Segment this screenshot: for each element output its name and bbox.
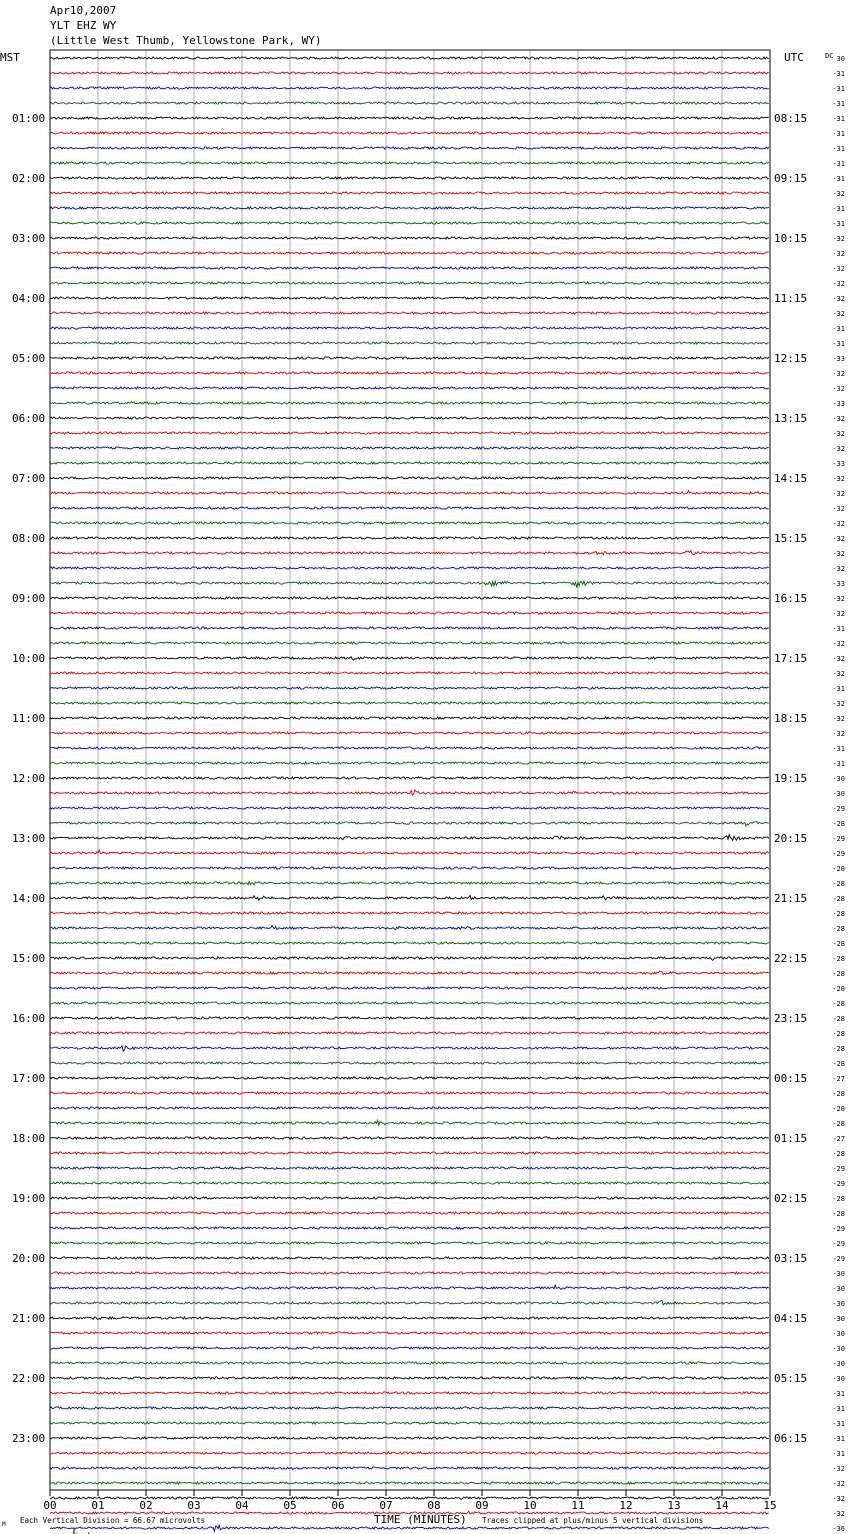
utc-label-5: 12:15 [774, 352, 808, 365]
dc-offset-28: -32 [832, 475, 845, 483]
trace-row-11 [50, 222, 769, 224]
dc-offset-6: -31 [832, 145, 845, 153]
dc-offset-24: -32 [832, 415, 845, 423]
x-tick-label-04: 04 [235, 1499, 249, 1512]
x-tick-label-02: 02 [139, 1499, 153, 1512]
trace-row-6 [50, 147, 769, 149]
utc-label-8: 15:15 [774, 532, 808, 545]
dc-offset-61: -28 [832, 970, 845, 978]
dc-offset-43: -32 [832, 700, 845, 708]
dc-label: DC [825, 52, 834, 60]
dc-offset-22: -32 [832, 385, 845, 393]
dc-offset-46: -31 [832, 745, 845, 753]
trace-row-48 [50, 777, 769, 779]
dc-offset-84: -30 [832, 1315, 845, 1323]
trace-row-4 [50, 117, 769, 119]
trace-row-15 [50, 282, 769, 284]
dc-offset-14: -32 [832, 265, 845, 273]
trace-row-24 [50, 417, 769, 419]
mst-label-10: 10:00 [12, 652, 46, 665]
trace-row-17 [50, 312, 769, 314]
mst-label-14: 14:00 [12, 892, 46, 905]
dc-offset-44: -32 [832, 715, 845, 723]
dc-offset-5: -31 [832, 130, 845, 138]
minute-gridlines [98, 50, 722, 1490]
trace-row-70 [50, 1107, 769, 1109]
trace-row-60 [50, 957, 769, 961]
dc-offset-26: -32 [832, 445, 845, 453]
mst-label-16: 16:00 [12, 1012, 46, 1025]
dc-offset-88: -30 [832, 1375, 845, 1383]
dc-offset-78: -29 [832, 1225, 845, 1233]
dc-offset-27: -33 [832, 460, 845, 468]
x-axis-ticks [43, 1490, 776, 1512]
utc-label-22: 05:15 [774, 1372, 808, 1385]
dc-offset-93: -31 [832, 1450, 845, 1458]
trace-row-23 [50, 402, 769, 404]
dc-offset-15: -32 [832, 280, 845, 288]
dc-offset-77: -28 [832, 1210, 845, 1218]
trace-row-53 [50, 850, 769, 854]
dc-offset-32: -32 [832, 535, 845, 543]
dc-offset-60: -28 [832, 955, 845, 963]
trace-row-69 [50, 1092, 769, 1094]
x-tick-label-01: 01 [91, 1499, 105, 1512]
trace-row-43 [50, 702, 769, 704]
trace-row-26 [50, 447, 769, 449]
mst-label-3: 03:00 [12, 232, 46, 245]
dc-offset-85: -30 [832, 1330, 845, 1338]
dc-offset-66: -28 [832, 1045, 845, 1053]
trace-row-42 [50, 687, 769, 689]
dc-offset-52: -29 [832, 835, 845, 843]
dc-offset-67: -28 [832, 1060, 845, 1068]
header-station: YLT EHZ WY [50, 19, 117, 32]
trace-row-75 [50, 1182, 769, 1184]
dc-offset-20: -33 [832, 355, 845, 363]
dc-offset-56: -28 [832, 895, 845, 903]
mst-label-1: 01:00 [12, 112, 46, 125]
trace-row-87 [50, 1362, 769, 1364]
dc-offset-12: -32 [832, 235, 845, 243]
trace-row-22 [50, 387, 769, 389]
dc-offset-70: -28 [832, 1105, 845, 1113]
dc-offset-69: -28 [832, 1090, 845, 1098]
trace-row-34 [50, 567, 769, 569]
dc-offset-7: -31 [832, 160, 845, 168]
trace-row-25 [50, 432, 769, 434]
mst-label-6: 06:00 [12, 412, 46, 425]
dc-offset-labels [832, 55, 845, 1534]
mst-label-20: 20:00 [12, 1252, 46, 1265]
trace-row-63 [50, 1002, 769, 1004]
header-location: (Little West Thumb, Yellowstone Park, WY) [50, 34, 322, 47]
trace-row-36 [50, 597, 769, 599]
trace-row-56 [50, 895, 769, 900]
mst-label-18: 18:00 [12, 1132, 46, 1145]
dc-offset-18: -31 [832, 325, 845, 333]
trace-row-37 [50, 612, 769, 614]
dc-offset-97: -32 [832, 1510, 845, 1518]
dc-offset-72: -27 [832, 1135, 845, 1143]
dc-offset-79: -29 [832, 1240, 845, 1248]
dc-offset-2: -31 [832, 85, 845, 93]
dc-offset-65: -28 [832, 1030, 845, 1038]
dc-offset-45: -32 [832, 730, 845, 738]
trace-row-51 [50, 822, 769, 826]
utc-hour-labels [774, 112, 807, 1445]
dc-offset-38: -31 [832, 625, 845, 633]
trace-row-8 [50, 177, 769, 179]
dc-offset-34: -32 [832, 565, 845, 573]
trace-row-13 [50, 252, 769, 254]
dc-offset-73: -28 [832, 1150, 845, 1158]
trace-row-92 [50, 1437, 769, 1439]
utc-label-19: 02:15 [774, 1192, 808, 1205]
trace-row-93 [50, 1452, 769, 1454]
utc-label-6: 13:15 [774, 412, 808, 425]
trace-row-18 [50, 327, 769, 329]
dc-offset-11: -31 [832, 220, 845, 228]
dc-offset-9: -32 [832, 190, 845, 198]
trace-row-81 [50, 1272, 769, 1274]
utc-label-2: 09:15 [774, 172, 808, 185]
trace-row-52 [50, 835, 769, 841]
trace-row-62 [50, 987, 769, 989]
utc-label-20: 03:15 [774, 1252, 808, 1265]
trace-row-12 [50, 237, 769, 239]
trace-row-58 [50, 926, 769, 930]
vertical-division-note: Each Vertical Division = 66.67 microvolts [20, 1516, 206, 1525]
trace-row-67 [50, 1062, 769, 1064]
trace-row-74 [50, 1167, 769, 1169]
dc-offset-58: -28 [832, 925, 845, 933]
left-timezone: MST [0, 51, 20, 64]
utc-label-10: 17:15 [774, 652, 808, 665]
dc-offset-92: -31 [832, 1435, 845, 1443]
trace-row-64 [50, 1017, 769, 1019]
mst-hour-labels [12, 112, 45, 1445]
mst-label-2: 02:00 [12, 172, 46, 185]
utc-label-4: 11:15 [774, 292, 808, 305]
mst-label-9: 09:00 [12, 592, 46, 605]
x-tick-label-09: 09 [475, 1499, 489, 1512]
trace-row-65 [50, 1032, 769, 1034]
dc-offset-91: -31 [832, 1420, 845, 1428]
dc-offset-96: -32 [832, 1495, 845, 1503]
dc-offset-90: -31 [832, 1405, 845, 1413]
utc-label-1: 08:15 [774, 112, 808, 125]
mst-label-19: 19:00 [12, 1192, 46, 1205]
trace-row-73 [50, 1152, 769, 1154]
trace-row-49 [50, 790, 769, 795]
x-tick-label-13: 13 [667, 1499, 681, 1512]
dc-offset-82: -30 [832, 1285, 845, 1293]
dc-offset-68: -27 [832, 1075, 845, 1083]
trace-row-54 [50, 867, 769, 869]
utc-label-23: 06:15 [774, 1432, 808, 1445]
dc-offset-19: -31 [832, 340, 845, 348]
trace-row-39 [50, 642, 769, 644]
mst-label-4: 04:00 [12, 292, 46, 305]
mst-label-17: 17:00 [12, 1072, 46, 1085]
trace-row-31 [50, 522, 769, 524]
trace-row-55 [50, 881, 769, 885]
dc-offset-87: -30 [832, 1360, 845, 1368]
x-tick-label-14: 14 [715, 1499, 729, 1512]
dc-offset-17: -32 [832, 310, 845, 318]
trace-row-38 [50, 627, 769, 629]
trace-row-91 [50, 1422, 769, 1424]
dc-offset-4: -31 [832, 115, 845, 123]
dc-offset-76: -28 [832, 1195, 845, 1203]
trace-row-78 [50, 1227, 769, 1229]
dc-offset-10: -31 [832, 205, 845, 213]
trace-row-28 [50, 477, 769, 479]
dc-offset-47: -31 [832, 760, 845, 768]
trace-row-14 [50, 267, 769, 269]
mst-label-8: 08:00 [12, 532, 46, 545]
mst-label-5: 05:00 [12, 352, 46, 365]
trace-row-85 [50, 1332, 769, 1334]
dc-offset-71: -28 [832, 1120, 845, 1128]
dc-offset-53: -29 [832, 850, 845, 858]
trace-row-41 [50, 672, 769, 675]
dc-offset-55: -28 [832, 880, 845, 888]
dc-offset-41: -32 [832, 670, 845, 678]
dc-offset-57: -28 [832, 910, 845, 918]
trace-row-79 [50, 1242, 769, 1244]
trace-row-77 [50, 1212, 769, 1214]
trace-row-45 [50, 732, 769, 734]
dc-offset-8: -31 [832, 175, 845, 183]
trace-row-3 [50, 102, 769, 104]
trace-row-44 [50, 717, 769, 719]
dc-offset-49: -30 [832, 790, 845, 798]
trace-row-16 [50, 297, 769, 299]
trace-row-29 [50, 491, 769, 495]
dc-offset-39: -32 [832, 640, 845, 648]
utc-label-11: 18:15 [774, 712, 808, 725]
utc-label-16: 23:15 [774, 1012, 808, 1025]
trace-row-76 [50, 1197, 769, 1199]
header-date: Apr10,2007 [50, 4, 117, 17]
trace-row-1 [50, 72, 769, 74]
seismic-traces [50, 57, 769, 1534]
trace-row-30 [50, 507, 769, 509]
utc-label-3: 10:15 [774, 232, 808, 245]
trace-row-98 [50, 1525, 769, 1531]
utc-label-17: 00:15 [774, 1072, 808, 1085]
dc-offset-16: -32 [832, 295, 845, 303]
dc-offset-48: -30 [832, 775, 845, 783]
dc-offset-21: -32 [832, 370, 845, 378]
trace-row-32 [50, 537, 769, 539]
trace-row-86 [50, 1347, 769, 1349]
dc-offset-83: -30 [832, 1300, 845, 1308]
dc-offset-30: -32 [832, 505, 845, 513]
mst-label-13: 13:00 [12, 832, 46, 845]
dc-offset-74: -29 [832, 1165, 845, 1173]
trace-row-50 [50, 807, 769, 809]
utc-label-21: 04:15 [774, 1312, 808, 1325]
x-axis-label: TIME (MINUTES) [374, 1513, 467, 1526]
utc-label-12: 19:15 [774, 772, 808, 785]
dc-offset-54: -28 [832, 865, 845, 873]
trace-row-80 [50, 1257, 769, 1259]
utc-label-14: 21:15 [774, 892, 808, 905]
dc-offset-75: -29 [832, 1180, 845, 1188]
dc-offset-25: -32 [832, 430, 845, 438]
dc-offset-42: -31 [832, 685, 845, 693]
x-tick-label-15: 15 [763, 1499, 777, 1512]
trace-row-35 [50, 581, 769, 588]
dc-offset-50: -29 [832, 805, 845, 813]
trace-row-90 [50, 1407, 769, 1410]
trace-row-10 [50, 207, 769, 209]
dc-offset-63: -28 [832, 1000, 845, 1008]
dc-offset-40: -32 [832, 655, 845, 663]
dc-offset-35: -33 [832, 580, 845, 588]
trace-row-27 [50, 462, 769, 464]
trace-row-7 [50, 162, 769, 164]
dc-offset-36: -32 [832, 595, 845, 603]
x-tick-label-08: 08 [427, 1499, 441, 1512]
dc-offset-51: -28 [832, 820, 845, 828]
x-tick-label-10: 10 [523, 1499, 537, 1512]
trace-row-9 [50, 192, 769, 194]
dc-offset-94: -32 [832, 1465, 845, 1473]
dc-offset-81: -30 [832, 1270, 845, 1278]
trace-row-71 [50, 1120, 769, 1125]
dc-offset-80: -29 [832, 1255, 845, 1263]
trace-row-33 [50, 550, 769, 554]
x-tick-label-12: 12 [619, 1499, 633, 1512]
dc-offset-59: -28 [832, 940, 845, 948]
dc-offset-31: -32 [832, 520, 845, 528]
dc-offset-37: -32 [832, 610, 845, 618]
trace-row-89 [50, 1392, 769, 1394]
dc-offset-95: -32 [832, 1480, 845, 1488]
trace-row-94 [50, 1467, 769, 1469]
x-tick-label-05: 05 [283, 1499, 297, 1512]
plot-frame [50, 50, 770, 1490]
mst-label-23: 23:00 [12, 1432, 46, 1445]
trace-row-47 [50, 762, 769, 764]
utc-label-18: 01:15 [774, 1132, 808, 1145]
dc-offset-89: -31 [832, 1390, 845, 1398]
trace-row-59 [50, 942, 769, 944]
x-tick-label-11: 11 [571, 1499, 585, 1512]
trace-row-57 [50, 912, 769, 914]
dc-offset-1: -31 [832, 70, 845, 78]
dc-offset-64: -28 [832, 1015, 845, 1023]
mst-label-22: 22:00 [12, 1372, 46, 1385]
dc-offset-62: -28 [832, 985, 845, 993]
dc-offset-3: -31 [832, 100, 845, 108]
dc-offset-23: -33 [832, 400, 845, 408]
corner-mark: M [2, 1521, 6, 1528]
trace-row-40 [50, 657, 769, 660]
trace-row-68 [50, 1077, 769, 1079]
utc-label-9: 16:15 [774, 592, 808, 605]
trace-row-2 [50, 87, 769, 89]
trace-row-21 [50, 372, 769, 374]
dc-offset-13: -32 [832, 250, 845, 258]
trace-row-19 [50, 342, 769, 344]
mst-label-21: 21:00 [12, 1312, 46, 1325]
dc-offset-98: -36 [832, 1525, 845, 1533]
trace-row-66 [50, 1046, 769, 1051]
trace-row-83 [50, 1300, 769, 1305]
dc-offset-86: -30 [832, 1345, 845, 1353]
trace-row-46 [50, 747, 769, 749]
mst-label-12: 12:00 [12, 772, 46, 785]
right-timezone: UTC [784, 51, 804, 64]
trace-row-96 [50, 1497, 769, 1499]
utc-label-15: 22:15 [774, 952, 808, 965]
x-tick-label-07: 07 [379, 1499, 393, 1512]
dc-offset-29: -32 [832, 490, 845, 498]
utc-label-7: 14:15 [774, 472, 808, 485]
trace-row-72 [50, 1137, 769, 1140]
trace-row-0 [50, 57, 769, 59]
utc-label-13: 20:15 [774, 832, 808, 845]
trace-row-5 [50, 132, 769, 134]
x-tick-label-06: 06 [331, 1499, 345, 1512]
mst-label-7: 07:00 [12, 472, 46, 485]
mst-label-11: 11:00 [12, 712, 46, 725]
x-tick-label-00: 00 [43, 1499, 57, 1512]
dc-offset-33: -32 [832, 550, 845, 558]
trace-row-61 [50, 971, 769, 975]
trace-row-95 [50, 1482, 769, 1484]
trace-row-20 [50, 357, 769, 359]
clipping-note: Traces clipped at plus/minus 5 vertical divisions [482, 1516, 704, 1525]
trace-row-84 [50, 1317, 769, 1320]
trace-row-82 [50, 1285, 769, 1289]
x-tick-label-03: 03 [187, 1499, 201, 1512]
trace-row-88 [50, 1377, 769, 1379]
mst-label-15: 15:00 [12, 952, 46, 965]
dc-offset-0: 30 [836, 55, 845, 63]
